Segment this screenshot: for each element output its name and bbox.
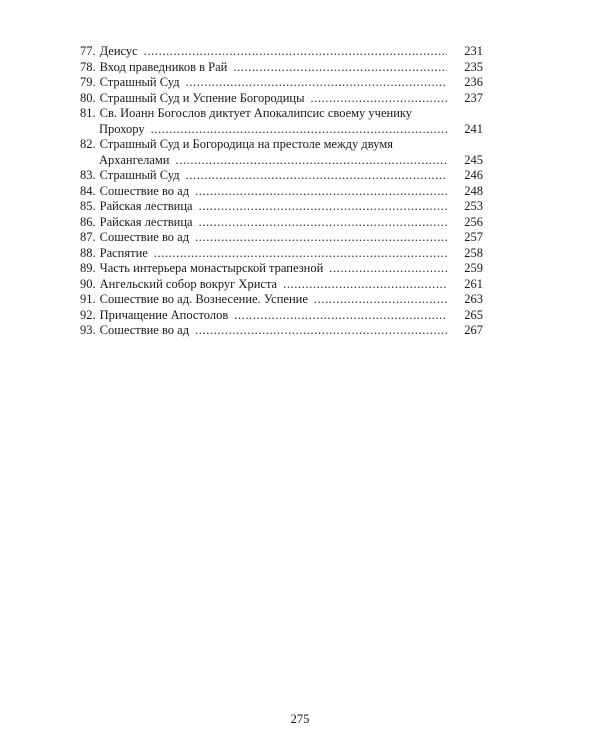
dot-leader <box>199 199 447 215</box>
toc-entry-title: Страшный Суд <box>99 168 180 182</box>
toc-entry-page: 236 <box>464 75 483 89</box>
toc-entry-line <box>80 60 483 76</box>
toc-entry-line <box>80 292 483 308</box>
toc-entry-number: 80. <box>80 90 96 105</box>
toc-entry-number: 79. <box>80 75 96 89</box>
toc-entry-line <box>80 122 483 138</box>
toc-entry-page: 235 <box>464 59 483 74</box>
toc-entry-page: 246 <box>464 168 483 182</box>
toc-entry-page: 248 <box>464 183 483 198</box>
dot-leader <box>233 60 447 76</box>
page-number: 275 <box>290 712 310 726</box>
toc-entry-line <box>80 261 483 277</box>
toc-entry-number: 87. <box>80 230 96 244</box>
toc-entry-number: 83. <box>80 168 96 182</box>
toc-entry-number: 77. <box>80 44 96 58</box>
toc-entry-title: Часть интерьера монастырской трапезной <box>99 261 324 275</box>
toc-entry-line <box>80 323 483 339</box>
toc-entry <box>80 168 483 184</box>
toc-entry-number: 81. <box>80 106 96 120</box>
toc-entry-title: Сошествие во ад <box>99 183 190 198</box>
toc-entry-title: Деисус <box>99 44 138 58</box>
toc-entry-line <box>80 277 483 293</box>
toc-entry-line <box>80 246 483 262</box>
toc-entry-number: 90. <box>80 276 96 291</box>
dot-leader <box>195 184 447 200</box>
toc-entry-number: 89. <box>80 261 96 275</box>
dot-leader <box>144 44 447 60</box>
toc-entry-title: Сошествие во ад. Вознесение. Успение <box>99 292 308 306</box>
toc-entry-page: 258 <box>464 245 483 260</box>
toc-entry-number: 82. <box>80 137 96 151</box>
dot-leader <box>154 246 447 262</box>
toc-entry-page: 259 <box>464 261 483 275</box>
toc-entry-line <box>80 137 483 153</box>
toc-entry <box>80 91 483 107</box>
toc-entry-title: Страшный Суд и Богородица на престоле между двумя <box>99 137 393 151</box>
toc-entry <box>80 261 483 277</box>
toc-entry <box>80 184 483 200</box>
toc-entry-number: 85. <box>80 199 96 213</box>
toc-entry-title: Сошествие во ад <box>99 323 190 337</box>
toc-entry-page: 237 <box>464 90 483 105</box>
toc-entry <box>80 137 483 168</box>
toc-entry-title: Страшный Суд <box>99 75 180 89</box>
toc-entry-page: 263 <box>464 292 483 306</box>
toc-entry-title: Прохору <box>99 121 145 136</box>
toc-entry-title: Райская лествица <box>99 214 193 229</box>
toc-entry <box>80 199 483 215</box>
dot-leader <box>176 153 448 169</box>
toc-entry-title: Райская лествица <box>99 199 193 213</box>
toc-entry <box>80 75 483 91</box>
dot-leader <box>151 122 447 138</box>
toc-entry-page: 245 <box>464 152 483 167</box>
dot-leader <box>329 261 447 277</box>
toc-entry-title: Сошествие во ад <box>99 230 190 244</box>
toc-entry-line <box>80 230 483 246</box>
toc-entry-number: 92. <box>80 307 96 322</box>
toc-entry <box>80 44 483 60</box>
toc-entry-number: 84. <box>80 183 96 198</box>
dot-leader <box>234 308 447 324</box>
dot-leader <box>186 168 447 184</box>
toc-entry <box>80 60 483 76</box>
toc-entry-line <box>80 184 483 200</box>
toc-entry-title: Страшный Суд и Успение Богородицы <box>99 90 305 105</box>
toc-entry-number: 91. <box>80 292 96 306</box>
toc-entry-title: Архангелами <box>99 152 170 167</box>
toc-entry-title: Причащение Апостолов <box>99 307 229 322</box>
toc-entry <box>80 292 483 308</box>
toc-entry-page: 241 <box>464 121 483 136</box>
toc-entry-title: Распятие <box>99 245 148 260</box>
toc-entry-title: Св. Иоанн Богослов диктует Апокалипсис своему ученику <box>99 106 413 120</box>
toc-entry-number: 86. <box>80 214 96 229</box>
toc-entry-line <box>80 199 483 215</box>
dot-leader <box>186 75 447 91</box>
toc-entry <box>80 277 483 293</box>
toc-entry-title: Ангельский собор вокруг Христа <box>99 276 278 291</box>
toc-entry-line <box>80 215 483 231</box>
toc-entry-line <box>80 308 483 324</box>
toc-entry <box>80 106 483 137</box>
toc-entry-line <box>80 44 483 60</box>
toc-entry-page: 257 <box>464 230 483 244</box>
toc-entry <box>80 323 483 339</box>
toc-entry-title: Вход праведников в Рай <box>99 59 228 74</box>
dot-leader <box>199 215 447 231</box>
toc-entry-page: 267 <box>464 323 483 337</box>
toc-entry-line <box>80 106 483 122</box>
toc-entry-page: 265 <box>464 307 483 322</box>
toc-entry-page: 261 <box>464 276 483 291</box>
dot-leader <box>314 292 447 308</box>
dot-leader <box>283 277 447 293</box>
toc-entry-page: 256 <box>464 214 483 229</box>
toc-entry-line <box>80 75 483 91</box>
toc-entry-line <box>80 91 483 107</box>
toc-entry-page: 231 <box>464 44 483 58</box>
toc-entry <box>80 215 483 231</box>
dot-leader <box>195 323 447 339</box>
toc-entry-page: 253 <box>464 199 483 213</box>
toc-entry <box>80 246 483 262</box>
toc-entry-number: 93. <box>80 323 96 337</box>
toc-entry-line <box>80 168 483 184</box>
toc-entry <box>80 308 483 324</box>
toc-entry-number: 78. <box>80 59 96 74</box>
dot-leader <box>195 230 447 246</box>
table-of-contents <box>80 44 483 339</box>
toc-entry-line <box>80 153 483 169</box>
dot-leader <box>310 91 447 107</box>
toc-entry-number: 88. <box>80 245 96 260</box>
toc-entry <box>80 230 483 246</box>
